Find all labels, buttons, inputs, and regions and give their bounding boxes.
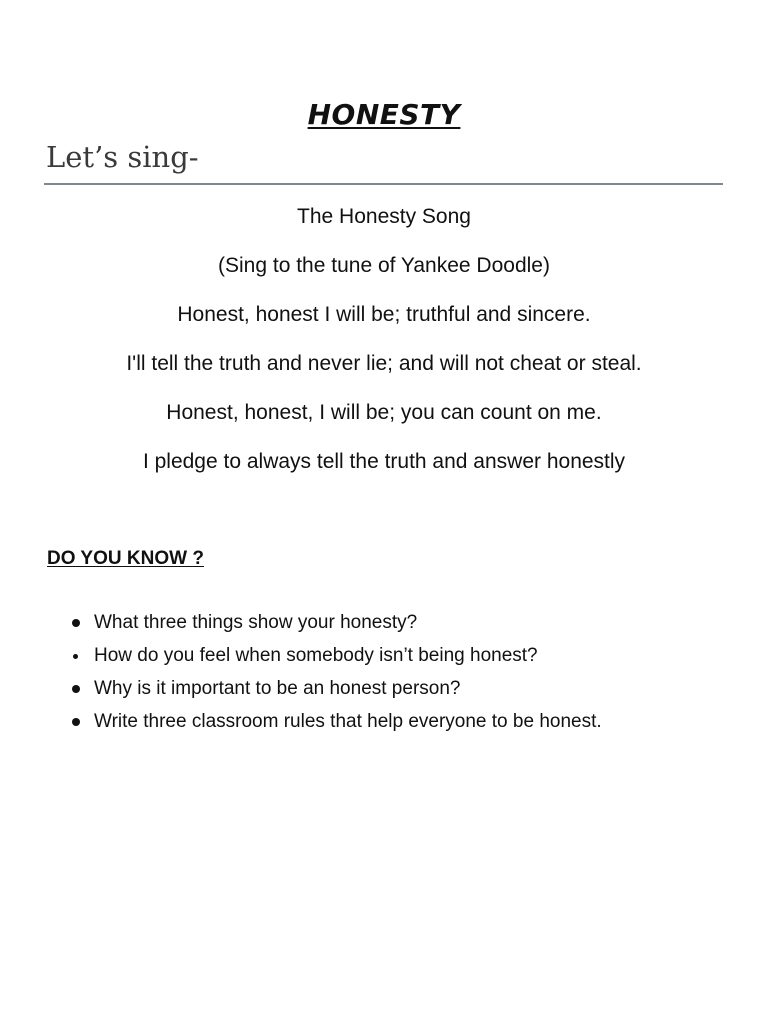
bullet-icon bbox=[72, 718, 80, 726]
bullet-icon bbox=[72, 619, 80, 627]
song-block bbox=[0, 205, 768, 499]
page-title: HONESTY bbox=[307, 98, 461, 131]
song-line: I'll tell the truth and never lie; and will not cheat or steal. bbox=[126, 352, 642, 375]
list-item bbox=[72, 676, 602, 709]
question-list bbox=[72, 610, 602, 742]
list-item bbox=[72, 643, 602, 676]
song-line: I pledge to always tell the truth and answer honestly bbox=[142, 450, 626, 473]
song-line: Honest, honest, I will be; you can count on me. bbox=[166, 401, 602, 424]
song-line: (Sing to the tune of Yankee Doodle) bbox=[218, 254, 550, 277]
do-you-know-heading: DO YOU KNOW ? bbox=[47, 548, 204, 569]
section-subtitle: Let’s sing- bbox=[46, 140, 199, 174]
question-text: What three things show your honesty? bbox=[94, 612, 418, 633]
song-line: Honest, honest I will be; truthful and sincere. bbox=[177, 303, 591, 326]
bullet-icon bbox=[72, 685, 80, 693]
song-title: The Honesty Song bbox=[297, 205, 471, 228]
question-text: Write three classroom rules that help everyone to be honest. bbox=[94, 711, 602, 732]
list-item bbox=[72, 610, 602, 643]
list-item bbox=[72, 709, 602, 742]
horizontal-rule bbox=[44, 183, 723, 185]
question-text: Why is it important to be an honest person? bbox=[94, 678, 461, 699]
question-text: How do you feel when somebody isn’t being honest? bbox=[94, 645, 538, 666]
bullet-icon bbox=[73, 654, 78, 659]
